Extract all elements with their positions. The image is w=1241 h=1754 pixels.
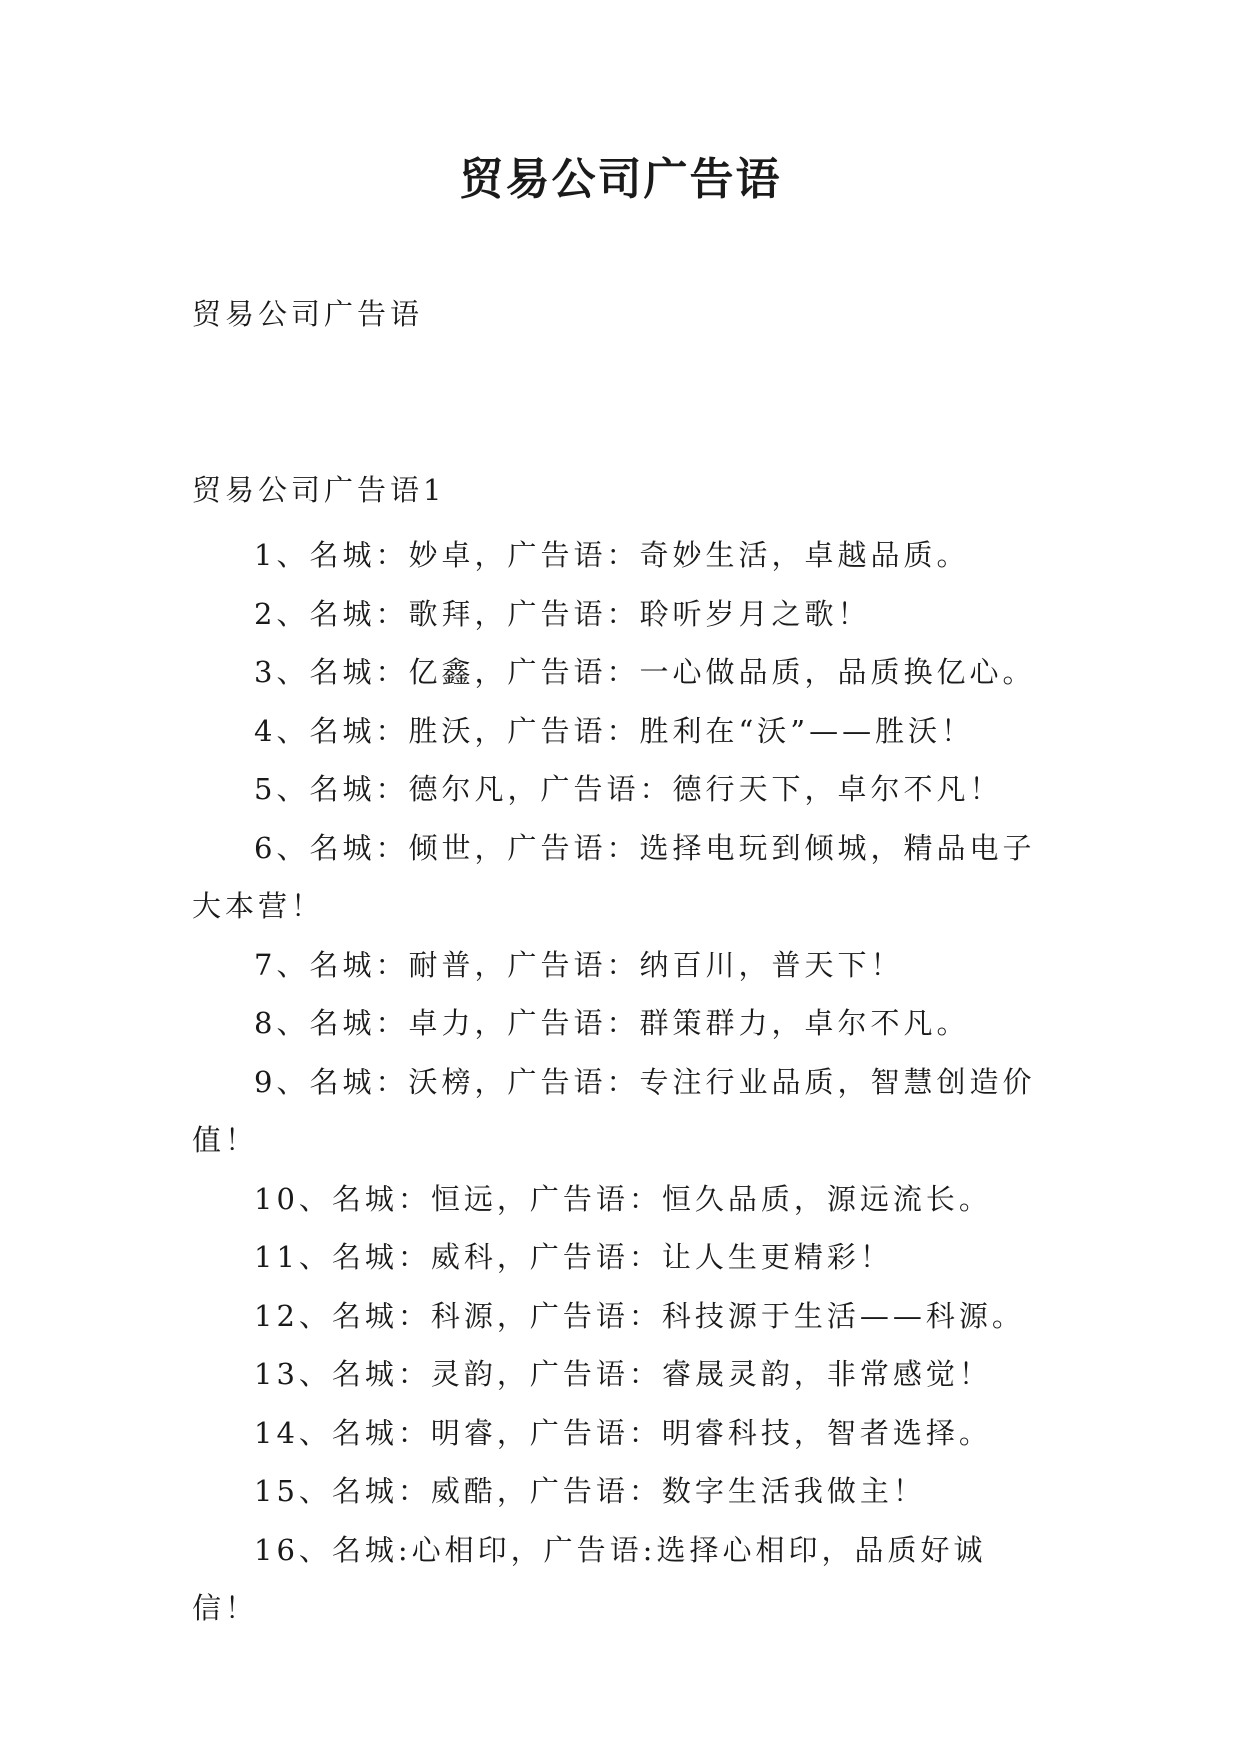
list-item: 10、名城：恒远，广告语：恒久品质，源远流长。 — [254, 1181, 992, 1216]
section-heading: 贸易公司广告语1 — [192, 473, 446, 507]
list-item: 16、名城:心相印，广告语:选择心相印，品质好诚信！ — [192, 1532, 987, 1625]
list-item: 6、名城：倾世，广告语：选择电玩到倾城，精品电子大本营！ — [192, 830, 1036, 923]
list-item: 11、名城：威科，广告语：让人生更精彩！ — [254, 1240, 893, 1274]
list-item: 13、名城：灵韵，广告语：睿晟灵韵，非常感觉！ — [254, 1357, 992, 1391]
list-item: 1、名城：妙卓，广告语：奇妙生活，卓越品质。 — [254, 538, 970, 572]
list-item: 4、名城：胜沃，广告语：胜利在“沃”——胜沃！ — [254, 713, 975, 748]
list-item: 9、名城：沃榜，广告语：专注行业品质，智慧创造价值！ — [192, 1064, 1036, 1157]
list-item: 2、名城：歌拜，广告语：聆听岁月之歌！ — [254, 596, 871, 631]
list-item: 8、名城：卓力，广告语：群策群力，卓尔不凡。 — [254, 1006, 970, 1040]
list-item: 7、名城：耐普，广告语：纳百川，普天下！ — [254, 947, 904, 982]
list-item: 5、名城：德尔凡，广告语：德行天下，卓尔不凡！ — [254, 772, 1003, 806]
list-item: 12、名城：科源，广告语：科技源于生活——科源。 — [254, 1298, 1025, 1333]
document-title: 贸易公司广告语 — [459, 154, 782, 205]
list-item: 14、名城：明睿，广告语：明睿科技，智者选择。 — [254, 1415, 992, 1450]
slogan-list — [192, 526, 1052, 1638]
list-item: 15、名城：威酷，广告语：数字生活我做主！ — [254, 1474, 926, 1508]
list-item: 3、名城：亿鑫，广告语：一心做品质，品质换亿心。 — [254, 655, 1036, 689]
document-subtitle: 贸易公司广告语 — [192, 297, 424, 331]
